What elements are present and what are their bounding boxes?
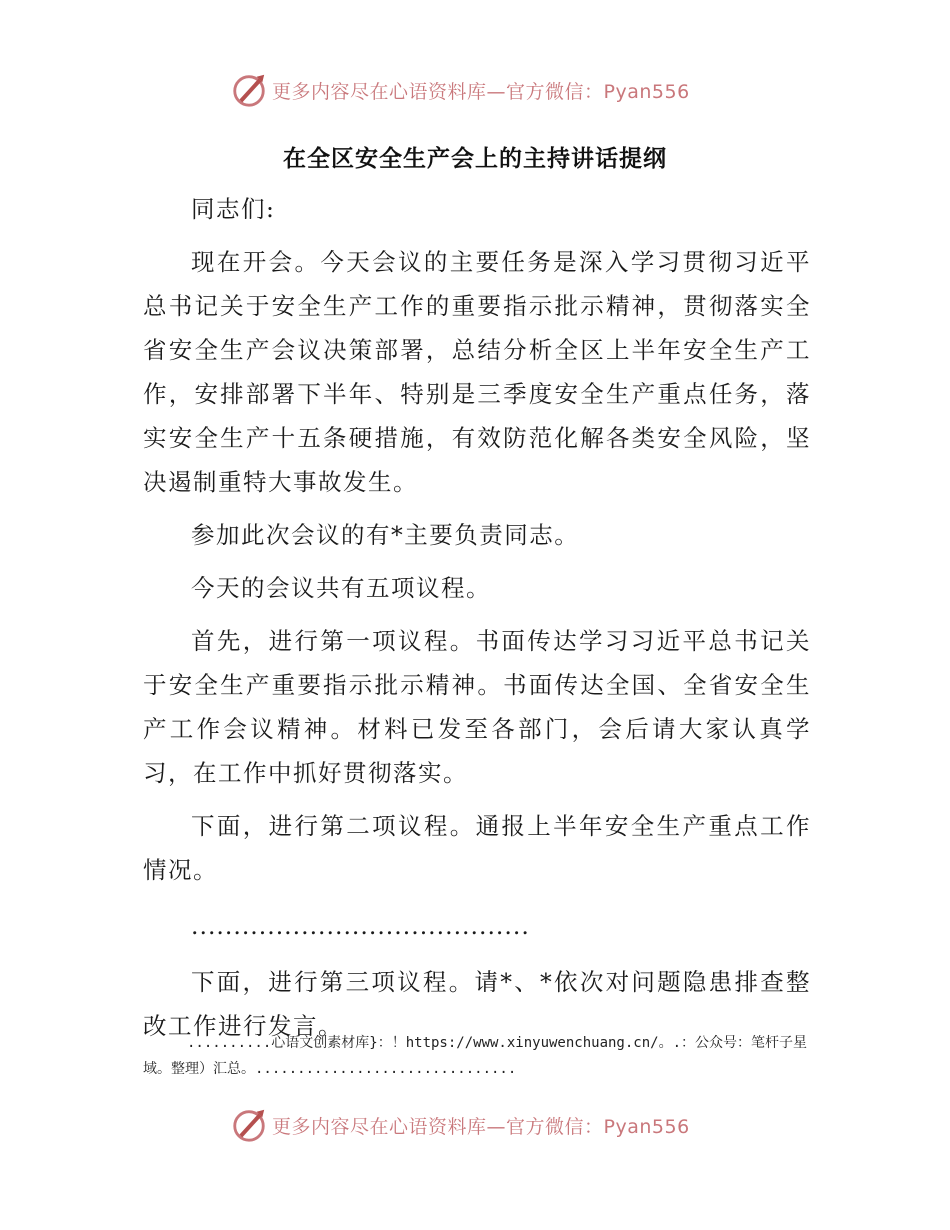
ellipsis-separator: ........................................	[191, 912, 530, 940]
paragraph: 现在开会。今天会议的主要任务是深入学习贯彻习近平总书记关于安全生产工作的重要指示批示精神，贯彻落实全省安全生产会议决策部署，总结分析全区上半年安全生产工作，安排部署下半年、特别是三季度安全生产重点任务，落实安全生产十五条硬措施，有效防范化解各类安全风险，坚决遏制重特大事故发生。	[143, 248, 811, 496]
paragraph: 参加此次会议的有*主要负责同志。	[191, 521, 580, 549]
paragraph: 下面，进行第三项议程。请*、*依次对问题隐患排查整改工作进行发言。	[143, 968, 811, 1040]
banner-text: 更多内容尽在心语资料库—官方微信：Pyan556	[272, 80, 690, 103]
banner-text: 更多内容尽在心语资料库—官方微信：Pyan556	[272, 1115, 690, 1138]
paragraph: 同志们:	[191, 195, 276, 223]
paragraph: 今天的会议共有五项议程。	[191, 574, 491, 602]
paragraph: 下面，进行第二项议程。通报上半年安全生产重点工作情况。	[143, 812, 811, 884]
source-footnote: ..........心语文创素材库}：！https://www.xinyuwenchuang.cn/。.：公众号：笔杆子星域。整理）汇总。...............................	[143, 1035, 808, 1077]
paragraph: 首先，进行第一项议程。书面传达学习习近平总书记关于安全生产重要指示批示精神。书面传达全国、全省安全生产工作会议精神。材料已发至各部门，会后请大家认真学习，在工作中抓好贯彻落实。	[143, 627, 811, 787]
pen-quill-icon	[230, 1106, 268, 1144]
document-body	[143, 187, 811, 1057]
footer-watermark-banner	[230, 1105, 750, 1145]
pen-quill-icon	[230, 71, 268, 109]
document-title: 在全区安全生产会上的主持讲话提纲	[283, 146, 667, 172]
header-watermark-banner	[230, 70, 750, 110]
